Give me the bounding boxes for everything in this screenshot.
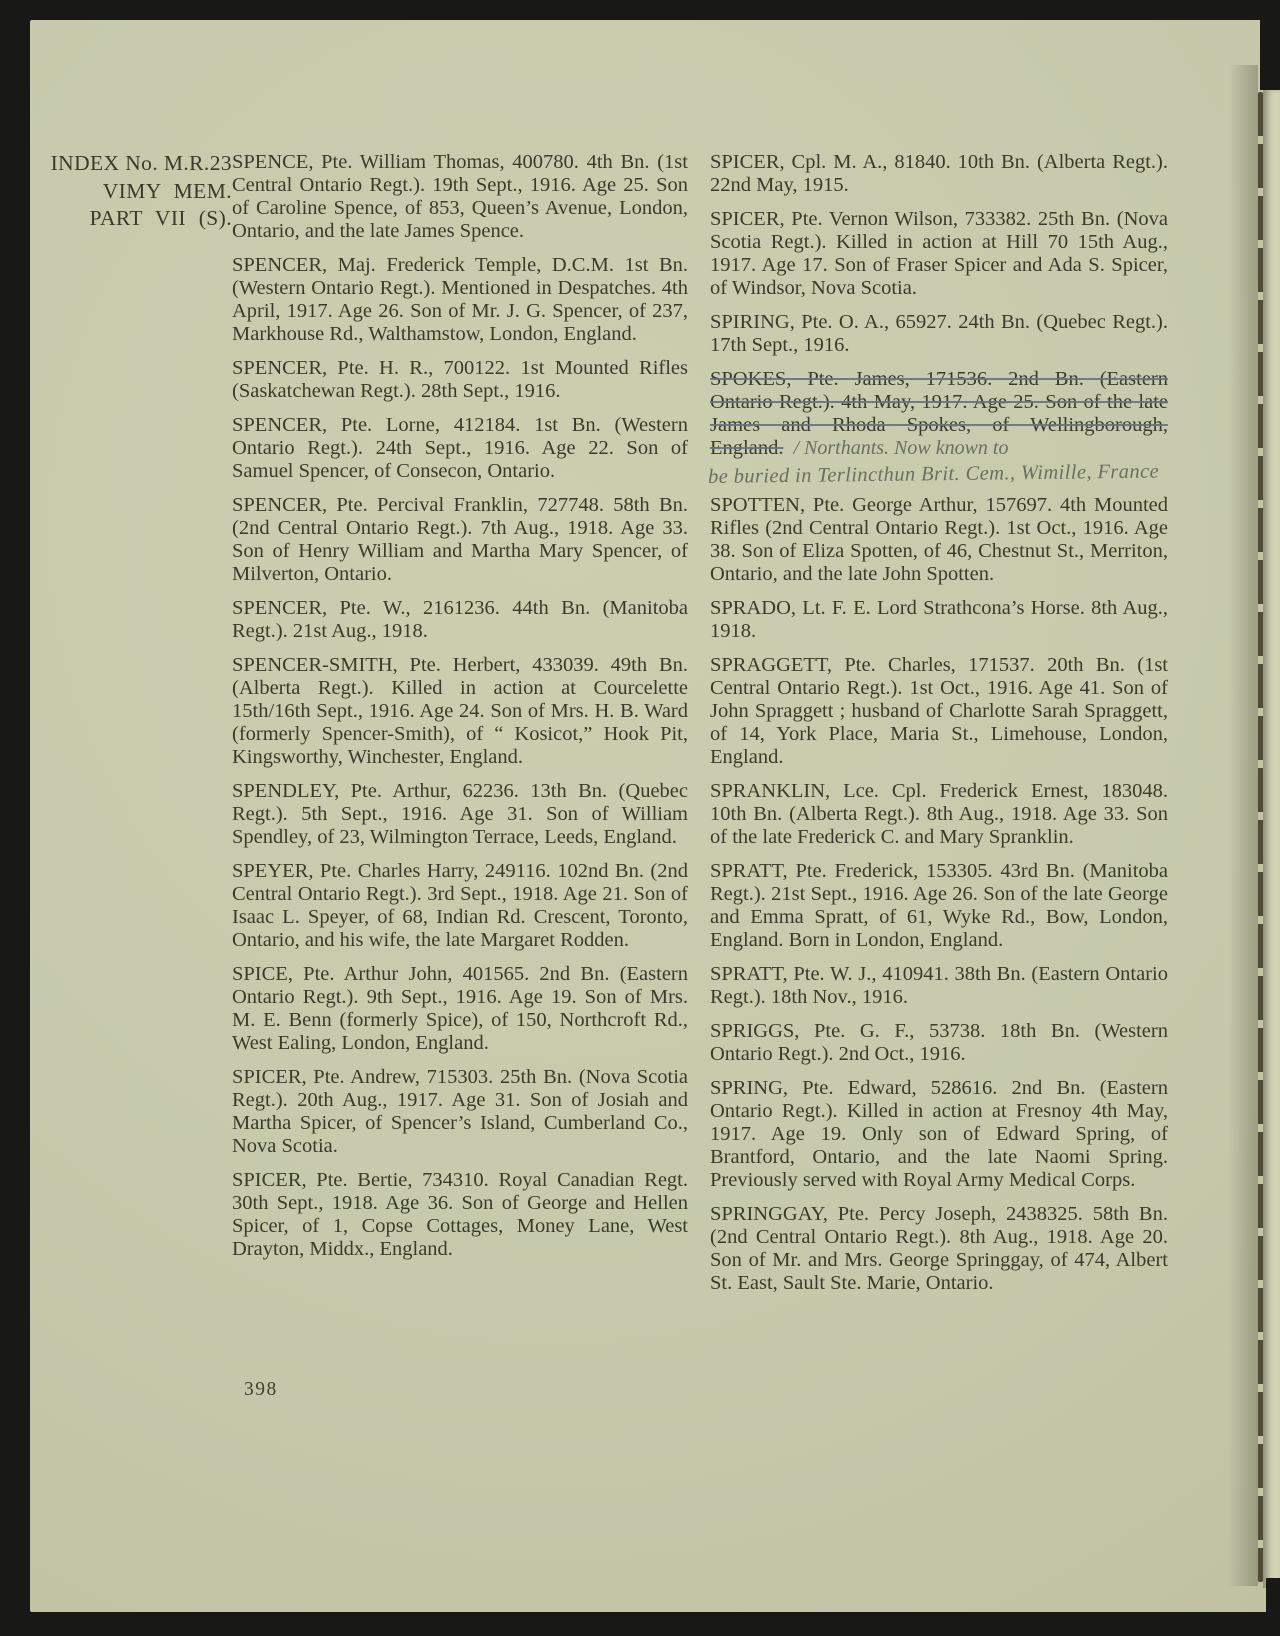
memorial-name: VIMY MEM.	[102, 178, 232, 203]
register-entry: SPRADO, Lt. F. E. Lord Strathcona’s Horse. 8th Aug., 1918.	[710, 597, 1168, 642]
register-entry: SPICER, Cpl. M. A., 81840. 10th Bn. (Alberta Regt.). 22nd May, 1915.	[710, 151, 1168, 196]
strikethrough-text: SPOKES, Pte. James, 171536. 2nd Bn. (Eastern Ontario Regt.). 4th May, 1917. Age 25. Son of the late James and Rhoda Spokes, of Wellingborough, England.	[710, 368, 1168, 459]
register-entry: SPRING, Pte. Edward, 528616. 2nd Bn. (Eastern Ontario Regt.). Killed in action at Fresnoy 4th May, 1917. Age 19. Only son of Edward Spring, of Brantford, Ontario, and the late Naomi Spring. Previously served with Royal Army Medical Corps.	[710, 1077, 1168, 1191]
register-entry: SPICER, Pte. Bertie, 734310. Royal Canadian Regt. 30th Sept., 1918. Age 36. Son of George and Hellen Spicer, of 1, Copse Cottages, Money Lane, West Drayton, Middx., England.	[232, 1169, 688, 1260]
register-entry: SPENCER-SMITH, Pte. Herbert, 433039. 49th Bn. (Alberta Regt.). Killed in action at Courcelette 15th/16th Sept., 1916. Age 24. Son of Mrs. H. B. Ward (formerly Spencer-Smith), of “ Kosicot,” Hook Pit, Kingsworthy, Winchester, England.	[232, 654, 688, 768]
page-number: 398	[244, 1379, 278, 1400]
index-number: INDEX No. M.R.23	[50, 151, 232, 175]
margin-header	[34, 150, 232, 233]
register-entry: SPICE, Pte. Arthur John, 401565. 2nd Bn. (Eastern Ontario Regt.). 9th Sept., 1916. Age 19. Son of Mrs. M. E. Benn (formerly Spice), of 150, Northcroft Rd., West Ealing, London, England.	[232, 963, 688, 1054]
register-entry: SPENCER, Pte. Percival Franklin, 727748. 58th Bn. (2nd Central Ontario Regt.). 7th Aug., 1918. Age 33. Son of Henry William and Martha Mary Spencer, of Milverton, Ontario.	[232, 494, 688, 585]
part-label: PART VII (S).	[89, 206, 232, 230]
register-entry: SPRAGGETT, Pte. Charles, 171537. 20th Bn. (1st Central Ontario Regt.). 1st Oct., 1916. Age 41. Son of John Spraggett ; husband of Charlotte Sarah Spraggett, of 14, York Place, Maria St., Limehouse, London, England.	[710, 654, 1168, 768]
register-entry: SPENCER, Pte. W., 2161236. 44th Bn. (Manitoba Regt.). 21st Aug., 1918.	[232, 597, 688, 642]
handwritten-annotation: / Northants. Now known to	[793, 437, 1009, 459]
register-entry: SPIRING, Pte. O. A., 65927. 24th Bn. (Quebec Regt.). 17th Sept., 1916.	[710, 311, 1168, 356]
register-entry: SPRATT, Pte. Frederick, 153305. 43rd Bn. (Manitoba Regt.). 21st Sept., 1916. Age 26. Son of the late George and Emma Spratt, of 61, Wyke Rd., Bow, London, England. Born in London, England.	[710, 860, 1168, 951]
register-entry: SPICER, Pte. Andrew, 715303. 25th Bn. (Nova Scotia Regt.). 20th Aug., 1917. Age 31. Son of Josiah and Martha Spicer, of Spencer’s Island, Cumberland Co., Nova Scotia.	[232, 1066, 688, 1157]
scan-corner-top-right	[1260, 20, 1280, 90]
handwritten-annotation-line: be buried in Terlincthun Brit. Cem., Wimille, France	[707, 460, 1160, 488]
register-entry: SPENCER, Pte. Lorne, 412184. 1st Bn. (Western Ontario Regt.). 24th Sept., 1916. Age 22. Son of Samuel Spencer, of Consecon, Ontario.	[232, 414, 688, 482]
register-entry: SPICER, Pte. Vernon Wilson, 733382. 25th Bn. (Nova Scotia Regt.). Killed in action at Hill 70 15th Aug., 1917. Age 17. Son of Fraser Spicer and Ada S. Spicer, of Windsor, Nova Scotia.	[710, 208, 1168, 299]
binding-shadow	[1228, 65, 1258, 1586]
register-entry: SPRATT, Pte. W. J., 410941. 38th Bn. (Eastern Ontario Regt.). 18th Nov., 1916.	[710, 963, 1168, 1008]
register-entry-struck	[710, 368, 1168, 460]
register-entry: SPEYER, Pte. Charles Harry, 249116. 102nd Bn. (2nd Central Ontario Regt.). 3rd Sept., 1918. Age 21. Son of Isaac L. Speyer, of 68, Indian Rd. Crescent, Toronto, Ontario, and his wife, the late Margaret Rodden.	[232, 860, 688, 951]
register-entry: SPRANKLIN, Lce. Cpl. Frederick Ernest, 183048. 10th Bn. (Alberta Regt.). 8th Aug., 1918. Age 33. Son of the late Frederick C. and Mary Spranklin.	[710, 780, 1168, 848]
register-entry: SPENCER, Pte. H. R., 700122. 1st Mounted Rifles (Saskatchewan Regt.). 28th Sept., 1916.	[232, 357, 688, 402]
adjacent-page-edge	[1263, 88, 1280, 1588]
register-entry: SPENDLEY, Pte. Arthur, 62236. 13th Bn. (Quebec Regt.). 5th Sept., 1916. Age 31. Son of William Spendley, of 23, Wilmington Terrace, Leeds, England.	[232, 780, 688, 848]
register-entry: SPENCER, Maj. Frederick Temple, D.C.M. 1st Bn. (Western Ontario Regt.). Mentioned in Despatches. 4th April, 1917. Age 26. Son of Mr. J. G. Spencer, of 237, Markhouse Rd., Walthamstow, London, England.	[232, 254, 688, 345]
book-page	[30, 20, 1280, 1612]
right-column	[707, 151, 1168, 1306]
register-entry: SPOTTEN, Pte. George Arthur, 157697. 4th Mounted Rifles (2nd Central Ontario Regt.). 1st Oct., 1916. Age 38. Son of Eliza Spotten, of 46, Chestnut St., Merriton, Ontario, and the late John Spotten.	[710, 494, 1168, 585]
register-entry: SPRINGGAY, Pte. Percy Joseph, 2438325. 58th Bn. (2nd Central Ontario Regt.). 8th Aug., 1918. Age 20. Son of Mr. and Mrs. George Springgay, of 474, Albert St. East, Sault Ste. Marie, Ontario.	[710, 1203, 1168, 1294]
register-entry: SPRIGGS, Pte. G. F., 53738. 18th Bn. (Western Ontario Regt.). 2nd Oct., 1916.	[710, 1020, 1168, 1065]
left-column	[232, 151, 688, 1272]
register-entry: SPENCE, Pte. William Thomas, 400780. 4th Bn. (1st Central Ontario Regt.). 19th Sept., 1916. Age 25. Son of Caroline Spence, of 853, Queen’s Avenue, London, Ontario, and the late James Spence.	[232, 151, 688, 242]
scan-corner-bottom-right	[1266, 1578, 1280, 1612]
